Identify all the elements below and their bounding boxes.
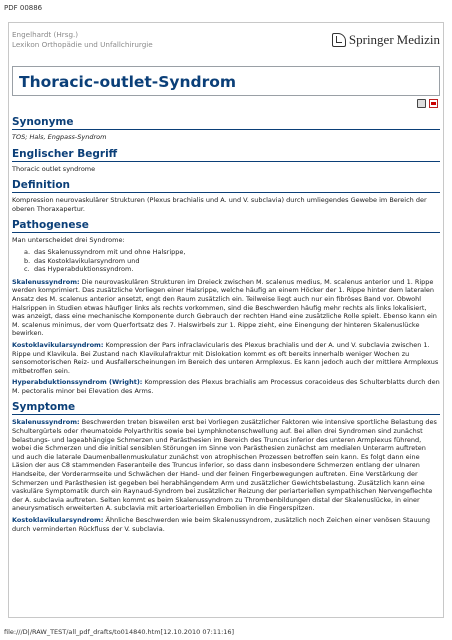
book-editor: Engelhardt (Hrsg.) xyxy=(12,30,79,39)
list-item: c. das Hyperabduktionssyndrom. xyxy=(24,265,134,274)
title-box xyxy=(12,66,440,96)
book-header xyxy=(12,30,153,50)
page-title: Thoracic-outlet-Syndrom xyxy=(19,73,237,91)
list-item: a. das Skalenussyndrom mit und ohne Halsrippe, xyxy=(24,247,186,256)
synonyme-text: TOS; Hals, Engpass-Syndrom xyxy=(12,133,107,141)
book-title: Lexikon Orthopädie und Unfallchirurgie xyxy=(12,40,153,49)
pathogenese-intro: Man unterscheidet drei Syndrome: xyxy=(12,236,125,245)
file-path-footer: file:///D|/RAW_TEST/all_pdf_drafts/to014840.htm[12.10.2010 07:11:16] xyxy=(4,628,235,636)
section-synonyme xyxy=(12,116,440,142)
pathogenese-paragraph-2: Kostoklavikularsyndrom: Kompression der Pars infraclavicularis des Plexus brachialis und der A. und V. subclavia zwischen 1. Rippe und Klavikula. Bei Zustand nach Klavikulafraktur mit Dislokation kommt es oft bereits innerhalb weniger Wochen zu sensomotorischen Reiz- und Ausfallerscheinungen im Bereich des unteren Armplexus. Es kann jedoch auch der mittlere Armplexus mitbetroffen sein. xyxy=(12,340,439,375)
heading-englischer-begriff: Englischer Begriff xyxy=(12,148,440,162)
heading-synonyme: Synonyme xyxy=(12,116,440,130)
springer-logo xyxy=(332,32,440,48)
pathogenese-paragraph-1: Skalenussyndrom: Die neurovaskulären Strukturen im Dreieck zwischen M. scalenus medius, M. scalenus anterior und 1. Rippe werden komprimiert. Das zusätzliche Vorliegen einer Halsrippe, welche häufig an einem Höcker der 1. Rippe hinter dem lateralen Ansatz des M. scalenus anterior ansetzt, engt den Raum zusätzlich ein. Teilweise liegt auch nur ein fibröses Band vor. Obwohl Halsrippen in Studien etwas häufiger links als rechts vorkommen, sind die Beschwerden häufig mehr rechts als links lokalisiert, was anzeigt, dass eine mechanische Komponente durch Gebrauch der rechten Hand eine zusätzliche Rolle spielt. Ebenso kann ein M. scalenus minimus, der vom Querfortsatz des 7. Halswirbels zur 1. Rippe zieht, eine Einengung der hinteren Skalenuslücke bewirken. xyxy=(12,277,437,338)
pdf-id: PDF 00886 xyxy=(4,4,43,12)
section-englischer-begriff xyxy=(12,148,440,174)
section-pathogenese xyxy=(12,219,440,395)
pathogenese-paragraph-3: Hyperabduktionssyndrom (Wright): Kompression des Plexus brachialis am Processus coracoideus des Schulterblatts durch den M. pectoralis minor bei Elevation des Arms. xyxy=(12,378,440,395)
englischer-begriff-text: Thoracic outlet syndrome xyxy=(12,164,96,173)
springer-horse-icon xyxy=(332,33,346,47)
symptome-paragraph-1: Skalenussyndrom: Beschwerden treten bisweilen erst bei Vorliegen zusätzlicher Faktoren wie intensive sportliche Belastung des Schultergürtels oder rheumatoide Polyarthritis sowie bei Lymphknotenschwellung auf. Bei allen drei Syndromen sind zunächst belastungs- und lageabhängige Schmerzen und Parästhesien im Bereich des Truncus inferior des unteren Armplexus führend, wobei die Schmerzen und die initial sensiblen Störungen im Sinne von Parästhesien zunächst am medialen Unterarm auftreten und auch die laterale Daumenballenmuskulatur zunächst von atrophischen Prozessen betroffen sein kann. Es folgt dann eine Läsion der aus C8 stammenden Faseranteile des Truncus inferior, so dass dann insbesondere Schmerzen entlang der ulnaren Handseite, der Vorderarmseite und Schwächen der Hand- und der feinen Fingerbewegungen auftreten. Eine Verstärkung der Schmerzen und Parästhesien ist gegeben bei herabhängendem Arm und zusätzlicher Gewichtsbelastung. Zusätzlich kann eine vaskuläre Symptomatik durch ein Raynaud-Syndrom bei zusätzlicher Reizung der periarteriellen sympathischen Nervengeflechte der A. subclavia auftreten. Selten kommt es beim Skalenussyndrom zu Thrombenbildungen distal der Skalenuslücke, in einer aneurysmatisch erweiterten A. subclavia mit arterioarteriellen Embolien in die Fingerspitzen. xyxy=(12,418,437,513)
definition-text: Kompression neurovaskulärer Strukturen (Plexus brachialis und A. und V. subclavia) durch umliegendes Gewebe im Bereich der oberen Thoraxapertur. xyxy=(12,196,427,213)
heading-definition: Definition xyxy=(12,179,440,193)
section-definition xyxy=(12,179,440,213)
print-icon[interactable] xyxy=(417,99,426,108)
list-item: b. das Kostoklavikularsyndrom und xyxy=(24,256,140,265)
section-symptome xyxy=(12,401,440,533)
heading-pathogenese: Pathogenese xyxy=(12,219,440,233)
symptome-paragraph-2: Kostoklavikularsyndrom: Ähnliche Beschwerden wie beim Skalenussyndrom, zusätzlich noch Zeichen einer venösen Stauung durch verminderten Rückfluss der V. subclavia. xyxy=(12,516,430,533)
logo-springer-text: Springer xyxy=(348,32,394,47)
pathogenese-list xyxy=(24,248,440,274)
article-content xyxy=(12,116,440,539)
logo-medizin-text: Medizin xyxy=(396,32,440,47)
pdf-icon[interactable] xyxy=(429,99,438,108)
heading-symptome: Symptome xyxy=(12,401,440,415)
toolbar-icons xyxy=(417,99,438,108)
